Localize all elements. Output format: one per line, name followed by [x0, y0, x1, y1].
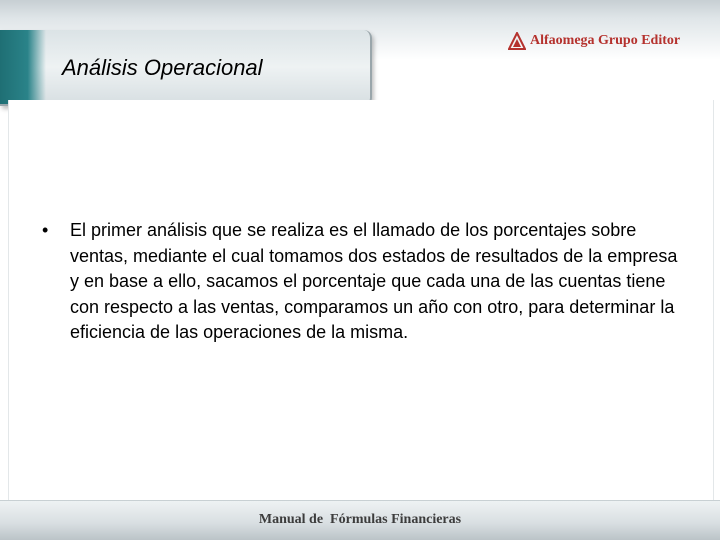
- alfaomega-logo-icon: [508, 32, 526, 50]
- publisher-name: Alfaomega Grupo Editor: [530, 33, 681, 48]
- bullet-text: El primer análisis que se realiza es el llamado de los porcentajes sobre ventas, mediante el cual tomamos dos estados de resultados de la empresa y en base a ello, sacamos el porcentaje que cada una de las cuentas tiene con respecto a las ventas, comparamos un año con otro, para determinar la eficiencia de las operaciones de la misma.: [70, 220, 678, 343]
- title-accent-bar: [0, 30, 46, 104]
- bullet-symbol: •: [42, 220, 49, 240]
- footer-title: Manual de Fórmulas Financieras: [258, 512, 462, 527]
- slide-title: Análisis Operacional: [62, 55, 263, 80]
- bullet-item: [30, 218, 680, 346]
- publisher-brand: [508, 32, 680, 50]
